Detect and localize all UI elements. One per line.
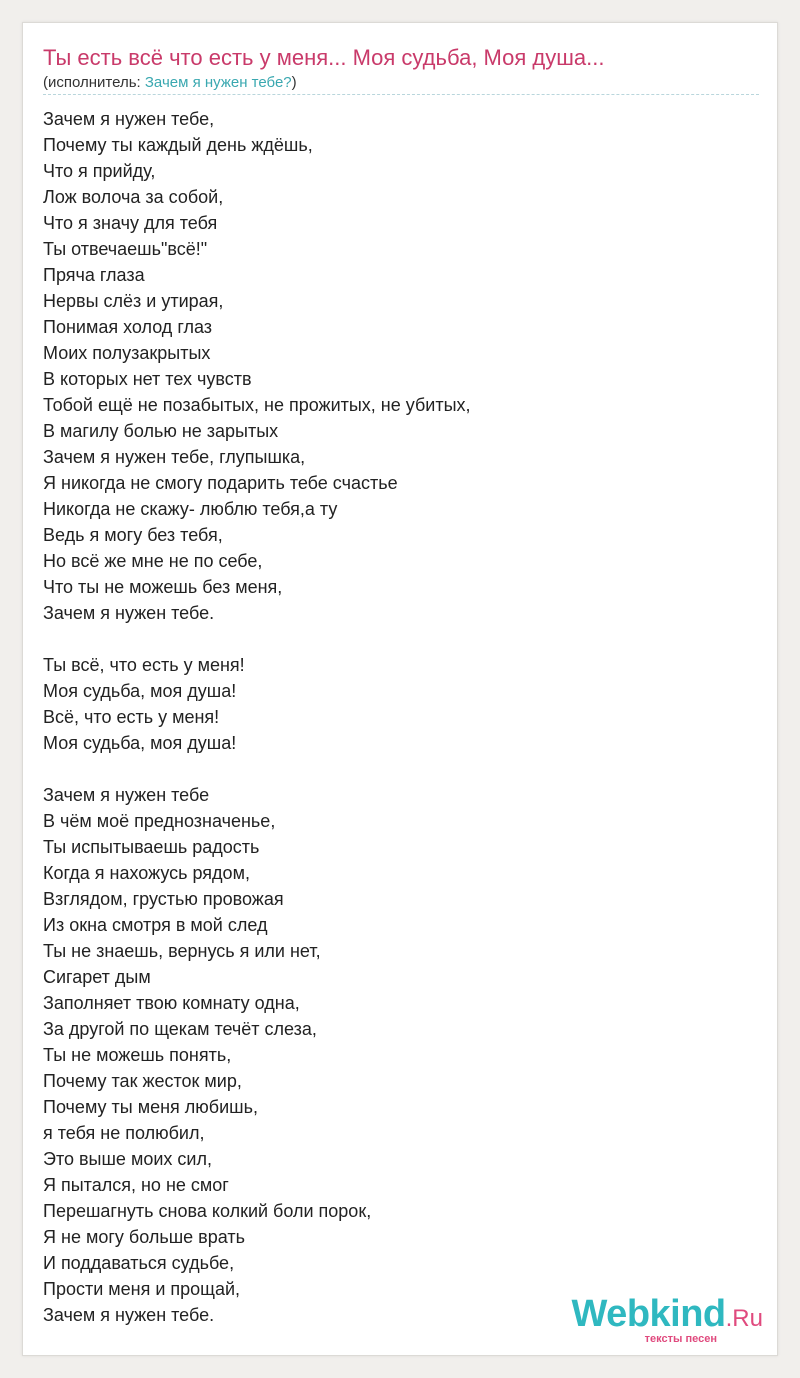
site-logo[interactable] (572, 1294, 764, 1345)
lyric-line: Зачем я нужен тебе (43, 785, 210, 805)
lyric-line: Ты испытываешь радость (43, 837, 260, 857)
lyric-line: Ты отвечаешь"всё!" (43, 239, 208, 259)
lyric-line: Ты не можешь понять, (43, 1045, 232, 1065)
lyric-line: Взглядом, грустью провожая (43, 889, 284, 909)
lyric-line: Пряча глаза (43, 265, 145, 285)
lyric-line: Почему ты каждый день ждёшь, (43, 135, 313, 155)
lyric-line: Сигарет дым (43, 967, 151, 987)
lyrics-text (43, 106, 759, 1328)
lyric-line: Всё, что есть у меня! (43, 707, 220, 727)
lyric-line: Что я значу для тебя (43, 213, 218, 233)
lyric-line: Ты не знаешь, вернусь я или нет, (43, 941, 321, 961)
artist-byline (43, 73, 297, 93)
lyric-line: Я пытался, но не смог (43, 1175, 229, 1195)
lyric-line: Почему ты меня любишь, (43, 1097, 258, 1117)
lyric-line: Прости меня и прощай, (43, 1279, 241, 1299)
logo-name: Webkind (571, 1293, 726, 1335)
lyric-line: В магилу болью не зарытых (43, 421, 279, 441)
lyric-line: Нервы слёз и утирая, (43, 291, 224, 311)
lyric-line: Моих полузакрытых (43, 343, 211, 363)
lyrics-card (22, 22, 778, 1356)
lyric-line: И поддаваться судьбе, (43, 1253, 235, 1273)
title-divider (43, 94, 759, 95)
lyric-line: Никогда не скажу- люблю тебя,а ту (43, 499, 338, 519)
lyric-line: Что ты не можешь без меня, (43, 577, 283, 597)
stanza-break (43, 626, 759, 652)
lyric-line: Зачем я нужен тебе. (43, 603, 215, 623)
artist-prefix: (исполнитель: (43, 74, 145, 91)
lyric-line: я тебя не полюбил, (43, 1123, 205, 1143)
lyric-line: Тобой ещё не позабытых, не прожитых, не убитых, (43, 395, 471, 415)
lyric-line: Зачем я нужен тебе, (43, 109, 215, 129)
lyric-line: Почему так жесток мир, (43, 1071, 242, 1091)
lyric-line: Я никогда не смогу подарить тебе счастье (43, 473, 398, 493)
logo-tagline: тексты песен (644, 1333, 717, 1345)
lyric-line: Моя судьба, моя душа! (43, 733, 237, 753)
lyric-line: Из окна смотря в мой след (43, 915, 268, 935)
lyric-line: Зачем я нужен тебе, глупышка, (43, 447, 306, 467)
lyric-line: Заполняет твою комнату одна, (43, 993, 300, 1013)
lyric-line: Это выше моих сил, (43, 1149, 212, 1169)
lyric-line: Я не могу больше врать (43, 1227, 245, 1247)
lyric-line: Что я прийду, (43, 161, 156, 181)
lyric-line: Зачем я нужен тебе. (43, 1305, 215, 1325)
stanza-break (43, 756, 759, 782)
lyric-line: В которых нет тех чувств (43, 369, 252, 389)
lyric-line: В чём моё преднозначенье, (43, 811, 276, 831)
song-title: Ты есть всё что есть у меня... Моя судьба, Моя душа... (43, 45, 605, 70)
logo-tld: .Ru (725, 1305, 763, 1332)
lyric-line: Когда я нахожусь рядом, (43, 863, 250, 883)
artist-link[interactable]: Зачем я нужен тебе? (144, 74, 292, 91)
lyric-line: Лож волоча за собой, (43, 187, 224, 207)
lyric-line: Моя судьба, моя душа! (43, 681, 237, 701)
lyric-line: Но всё же мне не по себе, (43, 551, 263, 571)
lyric-line: Перешагнуть снова колкий боли порок, (43, 1201, 372, 1221)
lyric-line: Ты всё, что есть у меня! (43, 655, 245, 675)
lyric-line: Понимая холод глаз (43, 317, 213, 337)
lyric-line: Ведь я могу без тебя, (43, 525, 223, 545)
lyric-line: За другой по щекам течёт слеза, (43, 1019, 317, 1039)
artist-suffix: ) (291, 74, 297, 91)
